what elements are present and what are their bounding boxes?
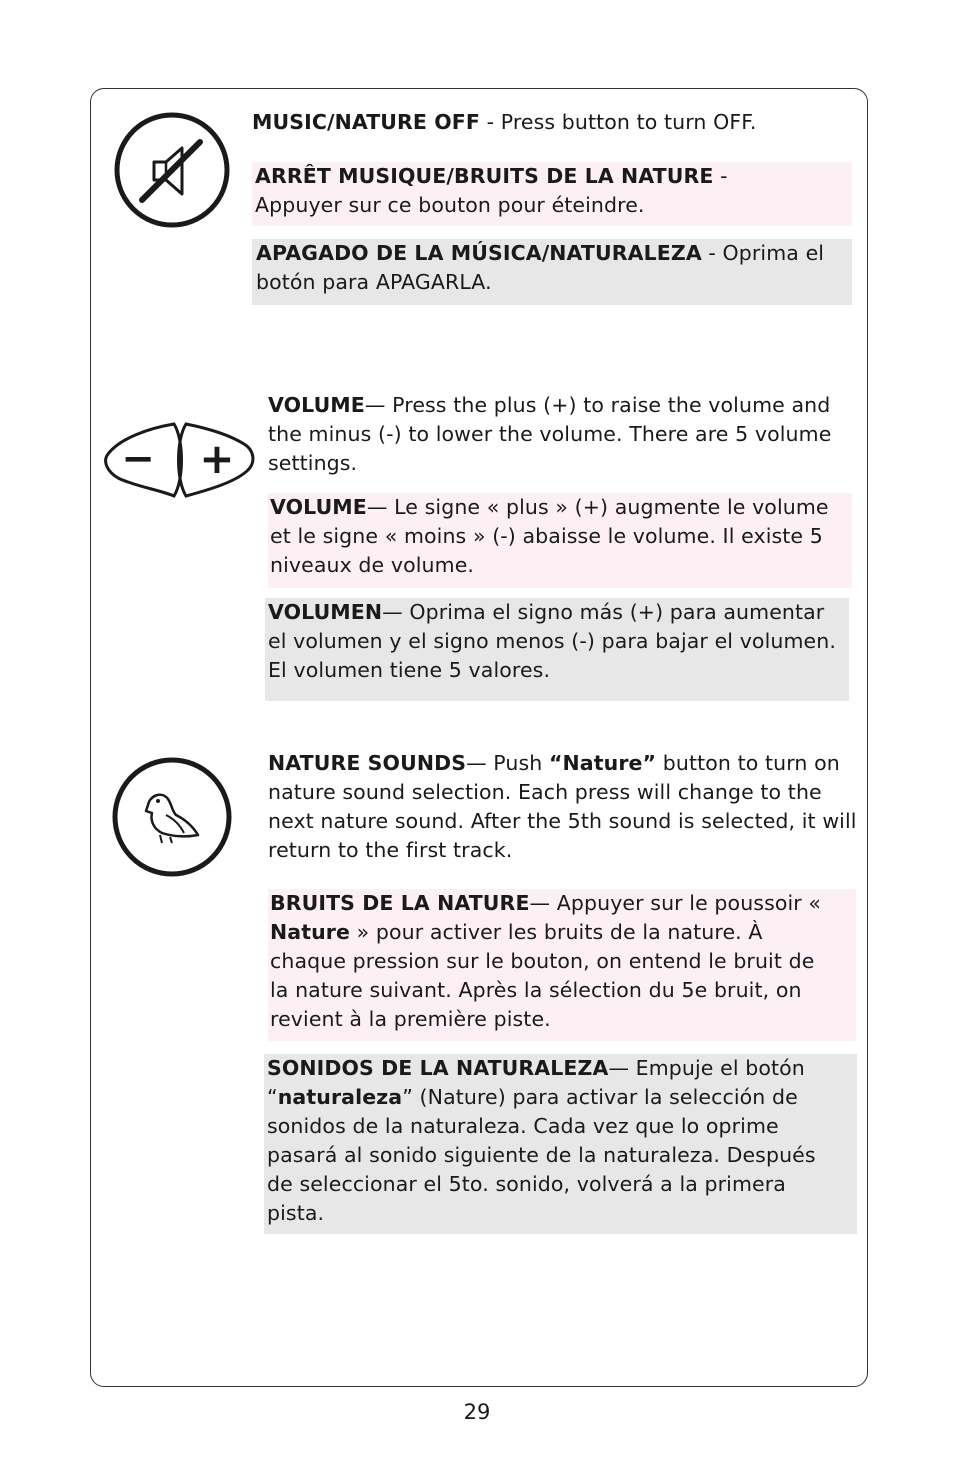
es-post: ” (Nature) para activar la selección de sonidos de la naturaleza. Cada vez que lo oprime pasará al sonido siguiente de la naturaleza. Después de seleccionar el 5to. sonido, volverá a la primera pista. xyxy=(267,1085,816,1225)
volume-minus-plus-icon xyxy=(100,420,255,500)
bird-icon xyxy=(110,757,234,877)
en-text: Press button to turn OFF. xyxy=(500,110,757,134)
fr-title: VOLUME xyxy=(270,495,367,519)
fr-music-nature-off xyxy=(252,162,852,226)
es-title: SONIDOS DE LA NATURALEZA xyxy=(267,1056,609,1080)
es-pre: — Empuje el botón “ xyxy=(267,1056,805,1109)
fr-sep: - xyxy=(713,164,728,188)
fr-text: Appuyer sur ce bouton pour éteindre. xyxy=(255,193,645,217)
plus-symbol: + xyxy=(199,434,235,483)
es-sep: - xyxy=(701,241,723,265)
en-sep: - xyxy=(480,110,501,134)
en-title: MUSIC/NATURE OFF xyxy=(252,110,480,134)
en-title: NATURE SOUNDS xyxy=(268,751,467,775)
minus-symbol: − xyxy=(121,436,155,482)
en-post: button to turn on nature sound selection. Each press will change to the next nature sound. After the 5th sound is selected, it will return to the first track. xyxy=(268,751,857,862)
fr-post: » pour activer les bruits de la nature. À chaque pression sur le bouton, on entend le bruit de la nature suivant. Après la sélection du 5e bruit, on revient à la première piste. xyxy=(270,920,815,1031)
es-nature-sounds xyxy=(264,1054,857,1234)
fr-text: — Le signe « plus » (+) augmente le volume et le signe « moins » (-) abaisse le volume. Il existe 5 niveaux de volume. xyxy=(270,495,829,577)
es-volume xyxy=(265,598,849,701)
page-number: 29 xyxy=(463,1400,491,1424)
en-title: VOLUME xyxy=(268,393,365,417)
es-title: VOLUMEN xyxy=(268,600,383,624)
fr-title: BRUITS DE LA NATURE xyxy=(270,891,530,915)
fr-volume xyxy=(268,493,852,588)
en-volume xyxy=(268,391,848,478)
fr-keyword: Nature xyxy=(270,920,350,944)
mute-speaker-icon xyxy=(112,112,232,232)
fr-pre: — Appuyer sur le poussoir « xyxy=(529,891,822,915)
en-keyword: “Nature” xyxy=(548,751,657,775)
en-nature-sounds xyxy=(268,749,868,865)
en-music-nature-off xyxy=(252,108,852,137)
es-text: Oprima el botón para APAGARLA. xyxy=(256,241,825,294)
en-text: — Press the plus (+) to raise the volume and the minus (-) to lower the volume. There are 5 volume settings. xyxy=(268,393,832,475)
es-text: — Oprima el signo más (+) para aumentar el volumen y el signo menos (-) para bajar el volumen. El volumen tiene 5 valores. xyxy=(268,600,836,682)
es-keyword: naturaleza xyxy=(277,1085,403,1109)
fr-nature-sounds xyxy=(268,889,856,1041)
es-music-nature-off xyxy=(252,239,852,305)
fr-title: ARRÊT MUSIQUE/BRUITS DE LA NATURE xyxy=(255,164,714,188)
es-title: APAGADO DE LA MÚSICA/NATURALEZA xyxy=(256,241,702,265)
en-pre: — Push xyxy=(466,751,549,775)
